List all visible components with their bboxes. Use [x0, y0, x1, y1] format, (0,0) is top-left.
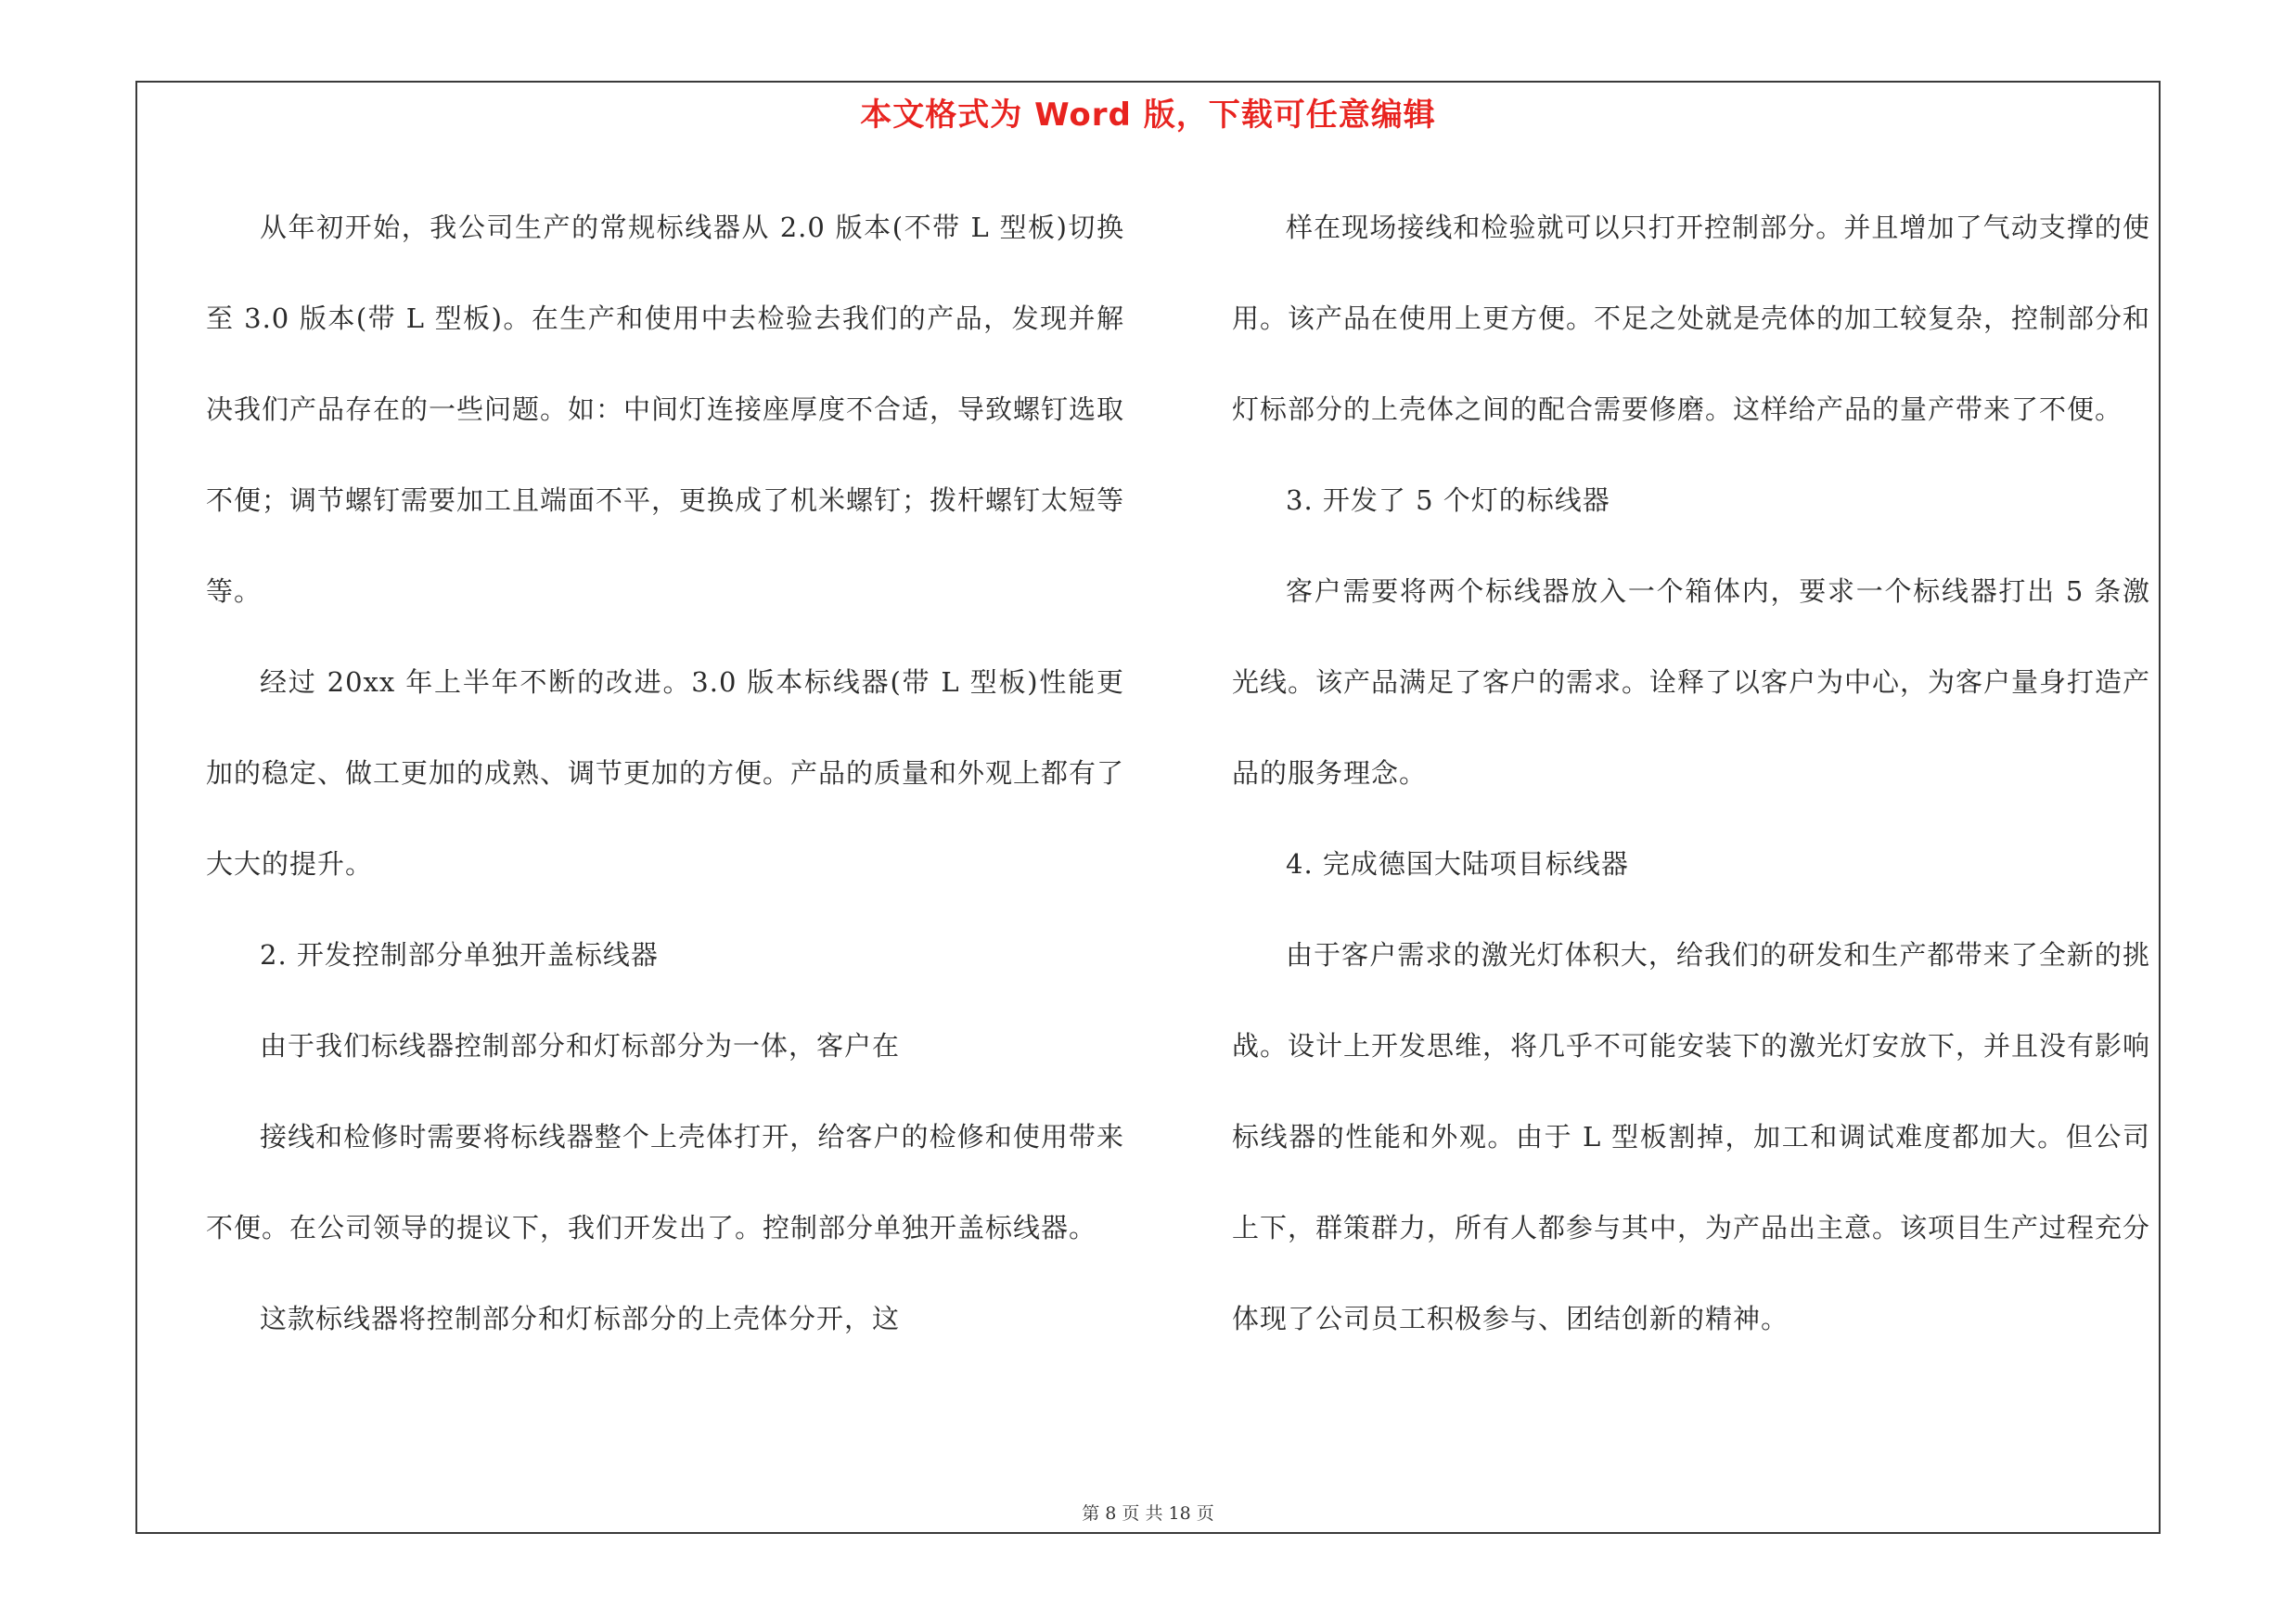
paragraph: 客户需要将两个标线器放入一个箱体内，要求一个标线器打出 5 条激光线。该产品满足了客户的需求。诠释了以客户为中心，为客户量身打造产品的服务理念。: [1232, 575, 2151, 789]
paragraph: 由于客户需求的激光灯体积大，给我们的研发和生产都带来了全新的挑战。设计上开发思维，将几乎不可能安装下的激光灯安放下，并且没有影响标线器的性能和外观。由于 L 型板割掉，加工和调试难度都加大。但公司上下，群策群力，所有人都参与其中，为产品出主意。该项目生产过程充分体现了公司员工积极参与、团结创新的精神。: [1232, 939, 2151, 1334]
right-text-column: [1232, 182, 2150, 1364]
paragraph: 样在现场接线和检验就可以只打开控制部分。并且增加了气动支撑的使用。该产品在使用上更方便。不足之处就是壳体的加工较复杂，控制部分和灯标部分的上壳体之间的配合需要修磨。这样给产品的量产带来了不便。: [1232, 212, 2151, 425]
section-heading: 3. 开发了 5 个灯的标线器: [1286, 484, 1610, 516]
section-heading: 4. 完成德国大陆项目标线器: [1286, 848, 1629, 880]
page-number-footer: 第 8 页 共 18 页: [1082, 1503, 1214, 1524]
left-text-column: [206, 182, 1124, 1364]
word-format-banner: 本文格式为 Word 版，下载可任意编辑: [860, 97, 1436, 134]
paragraph: 接线和检修时需要将标线器整个上壳体打开，给客户的检修和使用带来不便。在公司领导的提议下，我们开发出了。控制部分单独开盖标线器。: [206, 1121, 1124, 1243]
paragraph: 由于我们标线器控制部分和灯标部分为一体，客户在: [260, 1030, 901, 1062]
paragraph: 经过 20xx 年上半年不断的改进。3.0 版本标线器(带 L 型板)性能更加的稳定、做工更加的成熟、调节更加的方便。产品的质量和外观上都有了大大的提升。: [206, 666, 1125, 880]
paragraph: 从年初开始，我公司生产的常规标线器从 2.0 版本(不带 L 型板)切换至 3.0 版本(带 L 型板)。在生产和使用中去检验去我们的产品，发现并解决我们产品存在的一些问题。如：中间灯连接座厚度不合适，导致螺钉选取不便；调节螺钉需要加工且端面不平，更换成了机米螺钉；拨杆螺钉太短等等。: [206, 212, 1125, 607]
section-heading: 2. 开发控制部分单独开盖标线器: [260, 939, 659, 971]
paragraph: 这款标线器将控制部分和灯标部分的上壳体分开，这: [260, 1303, 901, 1334]
